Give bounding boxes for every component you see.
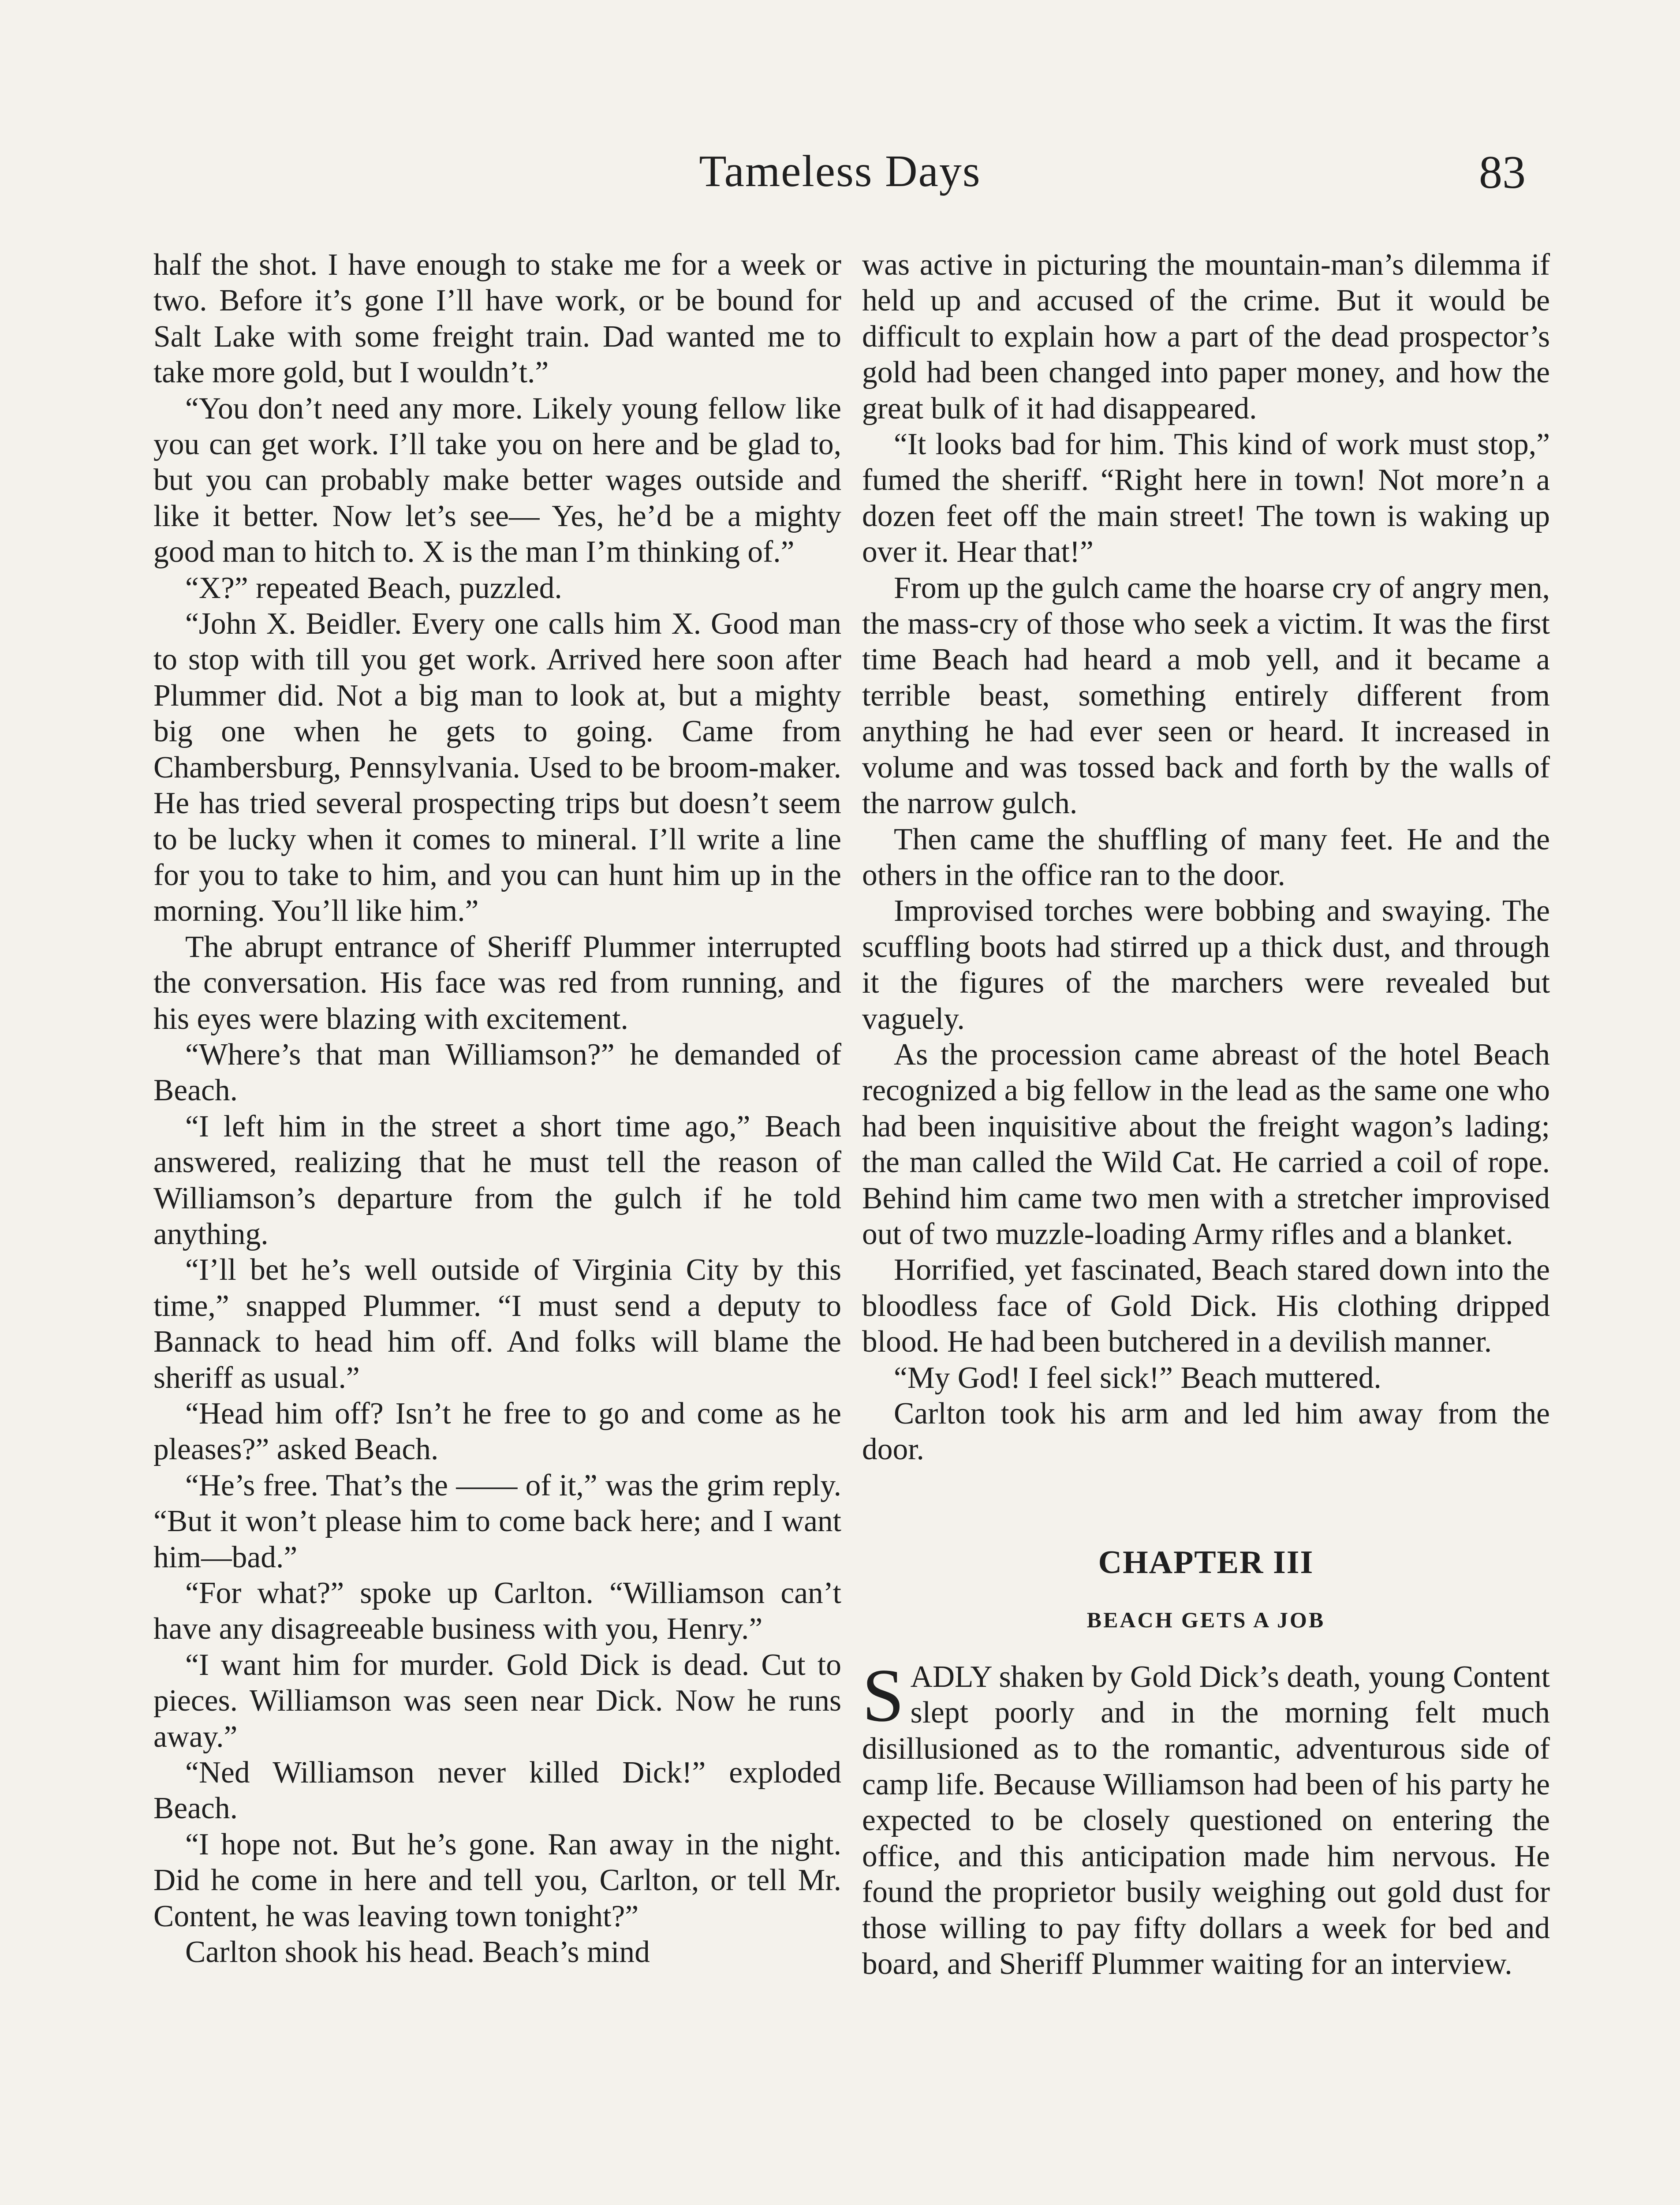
opening-text: ADLY shaken by Gold Dick’s death, young Content slept poorly and in the morning felt much disillusioned as to the romantic, adventurous side of camp life. Because Williamson had been of his party he expected to be closely questioned on entering the office, and this anticipation made him nervous. He found the proprietor busily weighing out gold dust for those willing to pay fifty dollars a week for bed and board, and Sheriff Plummer waiting for an interview. [862, 1659, 1550, 1981]
chapter-subtitle: BEACH GETS A JOB [1086, 1607, 1325, 1632]
paragraph: “John X. Beidler. Every one calls him X. Good man to stop with till you get work. Arrived here soon after Plummer did. Not a big man to look at, but a mighty big one when he gets to going. Came from Chambersburg, Pennsylvania. Used to be broom-maker. He has tried several prospecting trips but doesn’t seem to be lucky when it comes to mineral. I’ll write a line for you to take to him, and you can hunt him up in the morning. You’ll like him.” [153, 607, 841, 928]
paragraph: “I left him in the street a short time ago,” Beach answered, realizing that he must tell the reason of Williamson’s departure from the gulch if he told anything. [153, 1109, 841, 1251]
page-header [0, 146, 1680, 212]
paragraph: Carlton shook his head. Beach’s mind [185, 1935, 650, 1970]
paragraph: “I want him for murder. Gold Dick is dead. Cut to pieces. Williamson was seen near Dick. Now he runs away.” [153, 1648, 841, 1754]
paragraph: “X?” repeated Beach, puzzled. [185, 571, 562, 605]
paragraph: Improvised torches were bobbing and swaying. The scuffling boots had stirred up a thick dust, and through it the figures of the marchers were revealed but vaguely. [862, 894, 1550, 1036]
paragraph: “Head him off? Isn’t he free to go and come as he pleases?” asked Beach. [153, 1397, 841, 1467]
paragraph: “My God! I feel sick!” Beach muttered. [894, 1360, 1381, 1395]
paragraph: half the shot. I have enough to stake me for a week or two. Before it’s gone I’ll have work, or be bound for Salt Lake with some freight train. Dad wanted me to take more gold, but I wouldn’t.” [153, 248, 841, 390]
chapter-opening-paragraph [862, 1653, 1550, 1982]
paragraph: The abrupt entrance of Sheriff Plummer interrupted the conversation. His face was red from running, and his eyes were blazing with excitement. [153, 930, 841, 1036]
paragraph: “I hope not. But he’s gone. Ran away in the night. Did he come in here and tell you, Carlton, or tell Mr. Content, he was leaving town tonight?” [153, 1827, 841, 1933]
paragraph: Carlton took his arm and led him away from the door. [862, 1397, 1550, 1467]
paragraph: “For what?” spoke up Carlton. “Williamson can’t have any disagreeable business with you, Henry.” [153, 1576, 841, 1646]
drop-cap: S [862, 1653, 904, 1738]
left-column [153, 247, 841, 1970]
paragraph: was active in picturing the mountain-man’s dilemma if held up and accused of the crime. But it would be difficult to explain how a part of the dead prospector’s gold had been changed into paper money, and how the great bulk of it had disappeared. [862, 248, 1550, 426]
paragraph: From up the gulch came the hoarse cry of angry men, the mass-cry of those who seek a victim. It was the first time Beach had heard a mob yell, and it became a terrible beast, something entirely different from anything he had ever seen or heard. It increased in volume and was tossed back and forth by the walls of the narrow gulch. [862, 571, 1550, 821]
paragraph: “It looks bad for him. This kind of work must stop,” fumed the sheriff. “Right here in town! Not more’n a dozen feet off the main street! The town is waking up over it. Hear that!” [862, 427, 1550, 569]
running-title: Tameless Days [699, 146, 981, 196]
paragraph: Then came the shuffling of many feet. He and the others in the office ran to the door. [862, 822, 1550, 892]
paragraph: “You don’t need any more. Likely young fellow like you can get work. I’ll take you on here and be glad to, but you can probably make better wages outside and like it better. Now let’s see— Yes, he’d be a mighty good man to hitch to. X is the man I’m thinking of.” [153, 391, 841, 569]
paragraph: “I’ll bet he’s well outside of Virginia City by this time,” snapped Plummer. “I must send a deputy to Bannack to head him off. And folks will blame the sheriff as usual.” [153, 1253, 841, 1395]
paragraph: “He’s free. That’s the —— of it,” was the grim reply. “But it won’t please him to come back here; and I want him—bad.” [153, 1468, 841, 1574]
chapter-heading: CHAPTER III [1098, 1544, 1314, 1581]
right-column [862, 247, 1550, 1982]
page-number: 83 [1479, 146, 1526, 198]
paragraph: As the procession came abreast of the hotel Beach recognized a big fellow in the lead as the same one who had been inquisitive about the freight wagon’s lading; the man called the Wild Cat. He carried a coil of rope. Behind him came two men with a stretcher improvised out of two muzzle-loading Army rifles and a blanket. [862, 1037, 1550, 1251]
paragraph: Horrified, yet fascinated, Beach stared down into the bloodless face of Gold Dick. His clothing dripped blood. He had been butchered in a devilish manner. [862, 1253, 1550, 1359]
paragraph: “Where’s that man Williamson?” he demanded of Beach. [153, 1037, 841, 1108]
paragraph: “Ned Williamson never killed Dick!” exploded Beach. [153, 1756, 841, 1826]
